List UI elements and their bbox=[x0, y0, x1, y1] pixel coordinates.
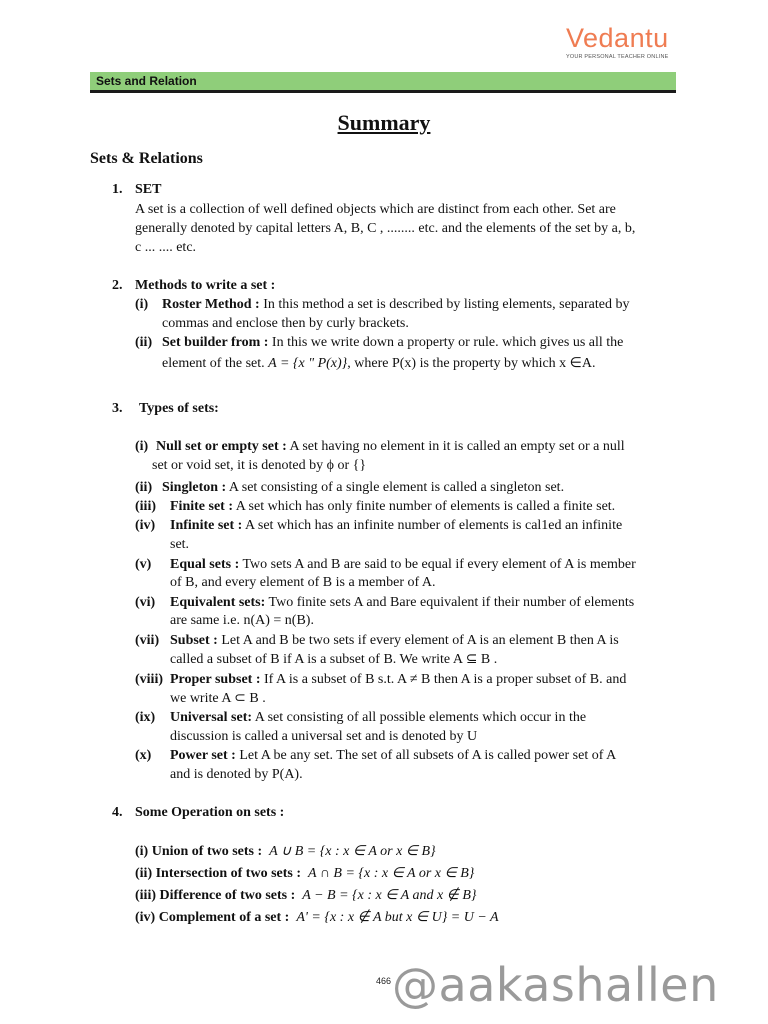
complement-formula: A' = {x : x ∉ A but x ∈ U} = U − A bbox=[296, 910, 499, 925]
page-title: Summary bbox=[337, 110, 431, 135]
s4-op-term: (i) Union of two sets : bbox=[135, 844, 263, 859]
s2-ii-text2a: element of the set. bbox=[162, 356, 269, 371]
page-number: 466 bbox=[376, 976, 392, 986]
s3-item-label: (ii) bbox=[135, 480, 153, 495]
s4-op bbox=[135, 909, 499, 927]
s4-op-term: (ii) Intersection of two sets : bbox=[135, 866, 302, 881]
intersection-formula: A ∩ B = {x : x ∈ A or x ∈ B} bbox=[308, 866, 475, 881]
s3-item-term: Proper subset : bbox=[170, 672, 261, 687]
s3-item-label: (ix) bbox=[135, 710, 156, 725]
s2-i-text: In this method a set is described by listing elements, separated by bbox=[259, 297, 630, 312]
section-heading: Sets & Relations bbox=[90, 150, 203, 167]
s3-item-cont: called a subset of B if A is a subset of B. We write A ⊆ B . bbox=[170, 652, 498, 667]
s2-number: 2. bbox=[112, 278, 123, 293]
s3-item-term: Singleton : bbox=[162, 480, 227, 495]
s3-item-label: (vii) bbox=[135, 633, 160, 648]
s1-line: A set is a collection of well defined objects which are distinct from each other. Set are bbox=[135, 202, 616, 217]
s2-ii-text2b: , where P(x) is the property by which x ∈A. bbox=[347, 356, 596, 371]
vedantu-logo bbox=[566, 24, 678, 60]
s3-item-term: Null set or empty set : bbox=[156, 439, 287, 454]
s4-number: 4. bbox=[112, 805, 123, 820]
s1-heading: SET bbox=[135, 182, 162, 197]
s1-line: c ... .... etc. bbox=[135, 240, 197, 255]
set-builder-formula: A = {x " P(x)} bbox=[268, 356, 348, 371]
s4-heading: Some Operation on sets : bbox=[135, 805, 285, 820]
s3-item-text: If A is a subset of B s.t. A ≠ B then A is a proper subset of B. and bbox=[260, 672, 627, 687]
s3-number: 3. bbox=[112, 401, 123, 416]
s3-item-text: Let A and B be two sets if every element of A is an element B then A is bbox=[217, 633, 619, 648]
s3-item-term: Finite set : bbox=[170, 499, 233, 514]
s3-item-term: Universal set: bbox=[170, 710, 253, 725]
s4-op bbox=[135, 865, 474, 883]
s4-op-term: (iii) Difference of two sets : bbox=[135, 888, 296, 903]
s3-item-term: Equal sets : bbox=[170, 557, 240, 572]
s2-i-cont: commas and enclose then by curly brackets. bbox=[162, 316, 409, 331]
header-bar-title: Sets and Relation bbox=[96, 74, 197, 88]
s3-item-label: (iv) bbox=[135, 518, 156, 533]
s3-item-cont: set or void set, it is denoted by ϕ or {} bbox=[152, 458, 367, 473]
s1-line: generally denoted by capital letters A, B, C , ........ etc. and the elements of the set by a, b, bbox=[135, 221, 636, 236]
s3-item bbox=[170, 594, 634, 612]
s2-heading: Methods to write a set : bbox=[135, 278, 276, 293]
s3-item-text: Let A be any set. The set of all subsets of A is called power set of A bbox=[235, 748, 617, 763]
s3-item-cont: set. bbox=[170, 537, 190, 552]
logo-wordmark: Vedantu bbox=[566, 23, 669, 53]
s4-op-term: (iv) Complement of a set : bbox=[135, 910, 290, 925]
s3-item-term: Equivalent sets: bbox=[170, 595, 266, 610]
s2-ii-label: (ii) bbox=[135, 335, 153, 350]
s3-item-label: (x) bbox=[135, 748, 152, 763]
s3-item-label: (i) bbox=[135, 439, 149, 454]
s2-ii-term: Set builder from : bbox=[162, 335, 269, 350]
s3-item-cont: of B, and every element of B is a member of A. bbox=[170, 575, 436, 590]
s3-item-term: Subset : bbox=[170, 633, 218, 648]
s3-item-text: Two sets A and B are said to be equal if every element of A is member bbox=[239, 557, 636, 572]
logo-tagline: YOUR PERSONAL TEACHER ONLINE bbox=[566, 54, 669, 60]
s3-item-text: A set consisting of all possible elements which occur in the bbox=[252, 710, 587, 725]
s3-item bbox=[170, 709, 586, 727]
s3-item bbox=[170, 632, 619, 650]
watermark: @aakashallen bbox=[392, 958, 719, 1012]
s2-ii-cont bbox=[162, 355, 595, 373]
s2-i-line bbox=[162, 296, 629, 314]
s2-i-label: (i) bbox=[135, 297, 149, 312]
difference-formula: A − B = {x : x ∈ A and x ∉ B} bbox=[302, 888, 477, 903]
s2-ii-text: In this we write down a property or rule. which gives us all the bbox=[268, 335, 624, 350]
s2-ii-line bbox=[162, 334, 623, 352]
s4-op bbox=[135, 843, 436, 861]
s3-item bbox=[170, 498, 615, 516]
union-formula: A ∪ B = {x : x ∈ A or x ∈ B} bbox=[269, 844, 436, 859]
header-bar bbox=[90, 72, 676, 93]
s3-item-term: Infinite set : bbox=[170, 518, 243, 533]
s3-item-text: A set which has only finite number of elements is called a finite set. bbox=[232, 499, 616, 514]
s3-item-label: (iii) bbox=[135, 499, 156, 514]
s3-item bbox=[170, 671, 626, 689]
s3-item-text: A set which has an infinite number of elements is cal1ed an infinite bbox=[242, 518, 623, 533]
s4-op bbox=[135, 887, 477, 905]
s3-item-label: (vi) bbox=[135, 595, 156, 610]
s3-item-cont: discussion is called a universal set and is denoted by U bbox=[170, 729, 478, 744]
s3-item-text: A set consisting of a single element is called a singleton set. bbox=[226, 480, 565, 495]
s3-item bbox=[170, 556, 636, 574]
s3-item-text: Two finite sets A and Bare equivalent if their number of elements bbox=[265, 595, 635, 610]
s3-item bbox=[170, 517, 622, 535]
s3-heading: Types of sets: bbox=[139, 401, 219, 416]
s3-item-label: (v) bbox=[135, 557, 152, 572]
s1-number: 1. bbox=[112, 182, 123, 197]
s3-item-text: A set having no element in it is called an empty set or a null bbox=[286, 439, 625, 454]
s3-item bbox=[170, 747, 616, 765]
s3-item-cont: we write A ⊂ B . bbox=[170, 691, 266, 706]
s3-item-term: Power set : bbox=[170, 748, 236, 763]
s3-item bbox=[162, 479, 564, 497]
s2-i-term: Roster Method : bbox=[162, 297, 260, 312]
s3-item-label: (viii) bbox=[135, 672, 163, 687]
s3-item bbox=[156, 438, 625, 456]
s3-item-cont: and is denoted by P(A). bbox=[170, 767, 303, 782]
s3-item-cont: are same i.e. n(A) = n(B). bbox=[170, 613, 314, 628]
